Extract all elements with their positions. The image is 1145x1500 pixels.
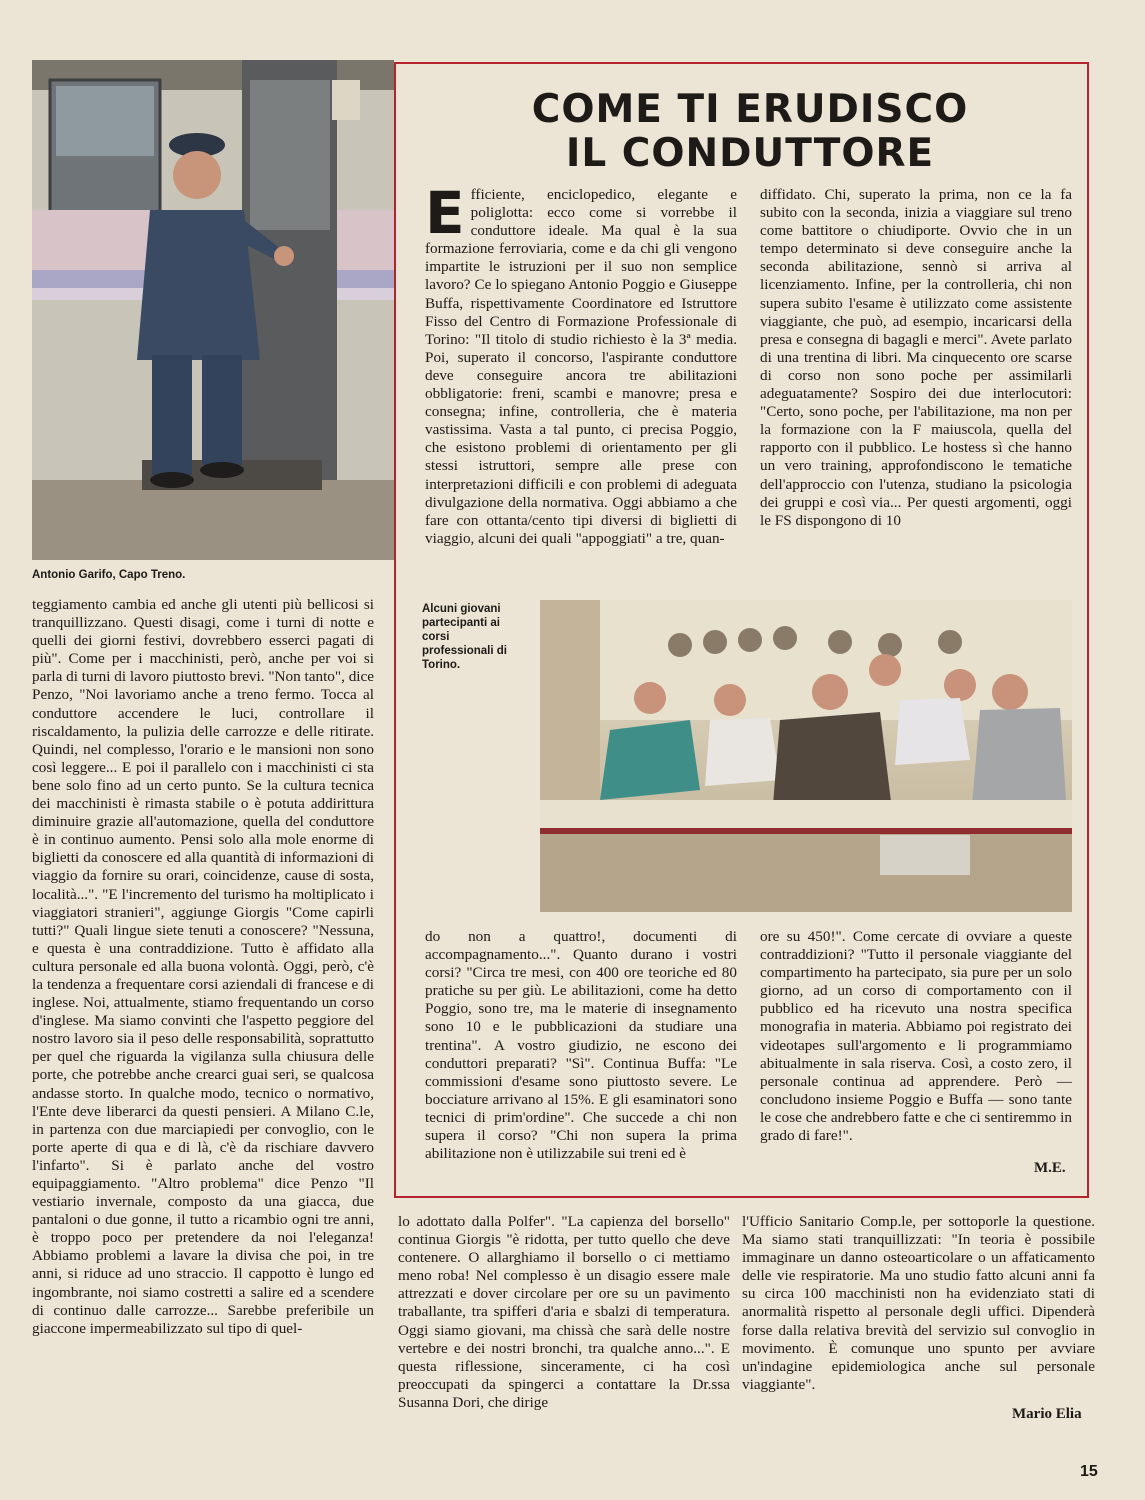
class-photo-caption: Alcuni giovani partecipanti ai corsi professionali di Torino.: [422, 603, 507, 671]
conductor-photo: [32, 60, 394, 560]
boxout-column-2-bottom: ore su 450!". Come cercate di ovviare a queste contraddizioni? "Tutto il personale viaggiante del compartimento ha partecipato, sia pure per un solo giorno, ad un corso di comportamento con il pubblico ed ha ricevuto una nostra specifica monografia in materia. Abbiamo poi registrato dei videotapes sull'argomento e li programmiamo abitualmente in sala riserva. Così, a costo zero, il personale continua ad apprendere. Però — concludono insieme Poggio e Buffa — sono tante le cose che andrebbero fatte e che ci sentiremmo in grado di fare!".: [760, 928, 1072, 1145]
article-headline: [490, 88, 1010, 176]
boxout-column-1-top: [425, 186, 737, 576]
boxout-column-1-bottom: do non a quattro!, documenti di accompagnamento...". Quanto durano i vostri corsi? "Circa tre mesi, con 400 ore teoriche ed 80 pratiche su per giù. Le abilitazioni, come ha detto Poggio, sono tre, ma le materie di insegnamento sono 10 e le pubblicazioni da studiare una trentina". A vostro giudizio, ne escono dei conduttori preparati? "Sì". Continua Buffa: "Le commissioni d'esame sono piuttosto severe. Le bocciature arrivano al 15%. E gli esaminatori sono tecnici di prim'ordine". Che succede a chi non supera il corso? "Chi non supera la prima abilitazione non è utilizzabile sui treni ed è: [425, 928, 737, 1163]
bottom-middle-column-text: lo adottato dalla Polfer". "La capienza del borsello" continua Giorgis "è ridotta, per tutto quello che deve contenere. O allarghiamo il borsello o ci mettiamo meno roba! Nel complesso è un disagio essere male attrezzati e dover circolare per ore su un pavimento traballante, tra spifferi d'aria e sbalzi di temperatura. Oggi siamo giovani, ma chissà che sarà delle nostre vertebre e dei nostri bronchi, tra qualche anno...". E questa riflessione, sinceramente, ci ha così preoccupati da spingerci a contattare la Dr.ssa Susanna Dori, che dirige: [398, 1213, 730, 1411]
conductor-photo-caption: Antonio Garifo, Capo Treno.: [32, 569, 186, 581]
page-number: 15: [1080, 1463, 1098, 1480]
bottom-right-column-text: l'Ufficio Sanitario Comp.le, per sottoporle la questione. Ma siamo stati tranquillizzati: "In teoria è possibile immaginare un danno osteoarticolare o un affaticamento delle vie respiratorie. Ma uno studio fatto alcuni anni fa su circa 100 macchinisti non ha evidenziato stati di anormalità rispetto al personale degli uffici. Dipenderà forse dalla relativa brevità del servizio sul convoglio in movimento. È comunque uno spunto per avviare un'indagine epidemiologica anche sul personale viaggiante".: [742, 1213, 1095, 1393]
classroom-photo-illustration: [540, 600, 1072, 912]
classroom-photo: [540, 600, 1072, 912]
boxout-column-2-top: diffidato. Chi, superato la prima, non ce la fa subito con la seconda, inizia a viaggiare sul treno come battitore o chiudiporte. Ovvio che in un tempo determinato si deve conseguire anche la seconda abilitazione, sennò si arriva al licenziamento. Infine, per la controlleria, chi non supera subito l'esame è utilizzato come assistente viaggiante, che può, ad esempio, incaricarsi della presa e consegna di bagagli e merci". Avete parlato di una trentina di libri. Ma cinquecento ore scarse di corso non sono poche per assimilarli adeguatamente? Sospiro dei due interlocutori: "Certo, sono poche, per l'abilitazione, ma non per la formazione con la F maiuscola, quella del rapporto con il pubblico. Le hostess sì che hanno un vero training, approfondiscono le tematiche dell'approccio con l'utenza, studiano la psicologia dei gruppi e così via... Per questi argomenti, oggi le FS dispongono di 10: [760, 186, 1072, 529]
left-column-text: teggiamento cambia ed anche gli utenti più bellicosi si tranquillizzano. Questi disagi, come i turni di notte e quelli dei giorni festivi, dovrebbero esserci pagati di più". Come per i macchinisti, però, anche per voi si parla di turni di lavoro piuttosto brevi. "Non tanto", dice Penzo, "Noi lavoriamo anche a treno fermo. Tocca al conduttore accendere le luci, controllare il riscaldamento, la pulizia delle carrozze e delle ritirate. Quindi, nel complesso, l'orario e le mansioni non sono così leggere... E poi il parallelo con i macchinisti ci sta bene solo fino ad un certo punto. Se la cultura tecnica dei macchinisti è rimasta stabile o è potuta addirittura diminuire grazie all'automazione, quella del conduttore è in continuo aumento. Pensi solo alla mole enorme di biglietti da conoscere ed alla quantità di informazioni di viaggio da fornire su orari, coincidenze, cause di sosta, località...". "E l'incremento del turismo ha moltiplicato i viaggiatori stranieri", aggiunge Giorgis "Come capirli tutti?" Quali lingue siete tenuti a conoscere? "Nessuna, e questa è una contraddizione. Tutto è affidato alla cultura personale ed alla buona volontà. Oggi, però, c'è la tendenza a frequentare corsi aziendali di francese e di inglese. Noi, attualmente, stiamo frequentando un corso d'inglese. Ma siamo convinti che l'aspetto peggiore del nostro lavoro sia il peso delle responsabilità, soprattutto per quel che riguarda la vigilanza sulla chiusura delle porte, che potrebbe anche crearci guai seri, se qualcosa andasse storto. In qualche modo, tecnico o normativo, l'Ente deve liberarci da questi pensieri. A Milano C.le, in partenza con due marciapiedi per convoglio, con le porte aperte di qua e di là, c'è da rischiare davvero l'infarto". Si è parlato anche del vostro equipaggiamento. "Altro problema" dice Penzo "Il vestiario invernale, composto da una giacca, due pantaloni o due gonne, il tutto a ricambio ogni tre anni, è troppo poco per pretendere da noi l'eleganza! Abbiamo problemi a lavare la divisa che poi, in tre anni, si riduce ad uno straccio. Il cappotto è lungo ed ingombrante, noi siamo costretti a salire ed a scendere di continuo dalle carrozze... Sarebbe preferibile un giaccone impermeabilizzato sul tipo di quel-: [32, 596, 374, 1337]
conductor-photo-illustration: [32, 60, 394, 560]
boxout-column-1-top-text: fficiente, enciclopedico, elegante e poliglotta: ecco come si vorrebbe il conduttore ideale. Ma qual è la sua formazione ferroviaria, come e da chi gli vengono impartite le istruzioni per il suo non semplice lavoro? Ce lo spiegano Antonio Poggio e Giuseppe Buffa, rispettivamente Coordinatore ed Istruttore Fisso del Centro di Formazione Professionale di Torino: "Il titolo di studio richiesto è la 3ª media. Poi, superato il concorso, l'aspirante conduttore deve conseguire ancora tre abilitazioni obbligatorie: freni, scambi e manovre; presa e consegna; infine, controlleria, che è materia vastissima. Vasta a tal punto, ci precisa Poggio, che esistono problemi di orientamento per gli stessi istruttori, sempre alle prese con interpretazioni difficili e con problemi di adeguata divulgazione della normativa. Oggi abbiamo a che fare con ottanta/cento tipi diversi di biglietti di viaggio, alcuni dei quali "appoggiati" a tre, quan-: [425, 186, 737, 547]
boxout-signature: M.E.: [1034, 1160, 1066, 1176]
headline-line-2: IL CONDUTTORE: [565, 131, 935, 176]
article-author: Mario Elia: [1012, 1406, 1082, 1422]
drop-cap: E: [425, 186, 465, 247]
headline-line-1: COME TI ERUDISCO: [531, 87, 969, 132]
